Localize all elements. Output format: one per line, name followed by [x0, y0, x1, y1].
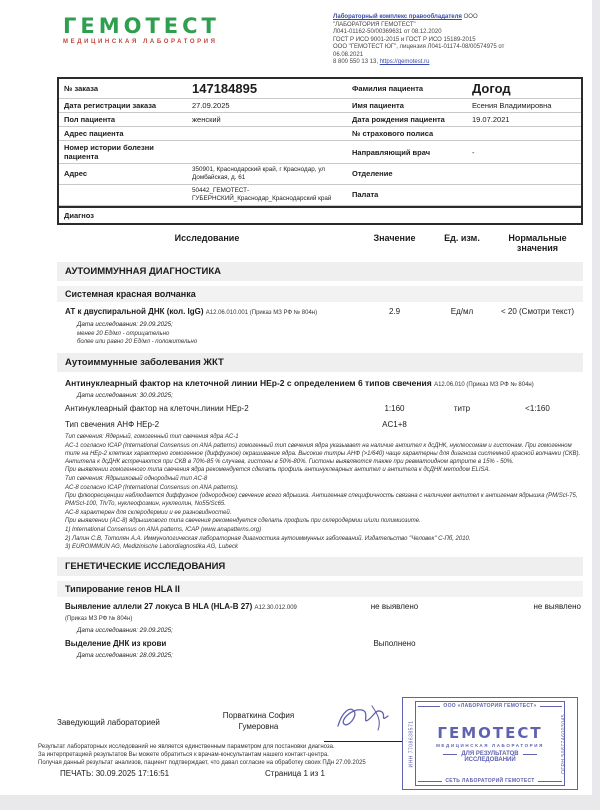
note-line: более или равно 20 Ед/мл - положительно	[77, 339, 198, 346]
logo-tagline: МЕДИЦИНСКАЯ ЛАБОРАТОРИЯ	[63, 39, 218, 45]
patient-address-label: Адрес пациента	[64, 129, 124, 139]
note-line: При выявлении (AC-8) ядрышкового типа свечения рекомендуется сделать профиль при склеродермии и/или полимиозите.	[65, 518, 421, 525]
regdate-label: Дата регистрации заказа	[64, 101, 157, 111]
test-value: AC1+8	[382, 419, 407, 429]
study-date: Дата исследования: 28.09.2025;	[77, 652, 173, 660]
section-autoimmune-title: АУТОИММУННАЯ ДИАГНОСТИКА	[57, 262, 583, 281]
birthdate-value: 19.07.2021	[472, 115, 510, 125]
test-heading-anf: Антинуклеарный фактор на клеточной линии HEp-2 с определением 6 типов свечения A12.06.010 (Приказ МЗ РФ № 804н)	[65, 377, 534, 388]
test-value: Выполнено	[373, 638, 416, 648]
ward-label: Палата	[352, 190, 379, 200]
disclaimer-line: Получая данный результат анализов, пациент подтверждает, что давал согласие на обработку своих ПДн 27.09.2025	[38, 759, 366, 766]
surname-value: Догод	[472, 80, 511, 96]
column-test: Исследование	[174, 232, 240, 243]
stamp-inn: ИНН 7708638571	[408, 719, 415, 768]
birthdate-label: Дата рождения пациента	[352, 115, 445, 125]
doctor-value: -	[472, 147, 475, 157]
sex-value: женский	[192, 115, 221, 125]
results-header-row	[57, 233, 583, 255]
signer-role: Заведующий лабораторией	[57, 718, 160, 727]
license-block	[333, 14, 523, 67]
firstname-value: Есения Владимировна	[472, 101, 552, 111]
lab-stamp	[402, 697, 578, 790]
table-row	[59, 79, 581, 100]
firstname-label: Имя пациента	[352, 101, 404, 111]
stamp-top-text: ООО «ЛАБОРАТОРИЯ ГЕМОТЕСТ»	[418, 703, 562, 709]
empty-cell	[59, 193, 187, 197]
note-line: 3) EUROIMMUN AG, Medizinische Labordiagnostika AG, Lubeck	[65, 544, 238, 551]
ward-value	[467, 193, 585, 197]
result-row-dsdna	[57, 307, 583, 318]
test-norm	[492, 420, 583, 430]
disclaimer-line: Результат лабораторных исследований не является единственным параметром для постановки диагноза.	[38, 744, 335, 750]
page-number: Страница 1 из 1	[265, 769, 325, 778]
disclaimer-line: За интерпретацией результатов Вы можете обратиться к врачам-консультантам нашего контакт-центра.	[38, 751, 329, 758]
license-line4: ООО "ГЕМОТЕСТ ЮГ", лицензия Л041-01174-08/00574975 от 06.08.2021	[333, 44, 505, 58]
stamp-purpose-line1: ДЛЯ РЕЗУЛЬТАТОВ	[443, 751, 536, 757]
license-link[interactable]: Лабораторный комплекс правообладателя	[333, 14, 462, 20]
diagnosis-row: Диагноз	[59, 206, 581, 223]
license-line5	[333, 59, 523, 67]
table-row	[59, 141, 581, 164]
department-value	[467, 172, 585, 176]
test-name: Выделение ДНК из крови	[65, 638, 167, 648]
result-row-hla-b27	[57, 602, 583, 624]
department-label: Отделение	[352, 169, 393, 179]
signer-name-line1: Порваткина София	[222, 711, 295, 720]
license-line2: Л041-01162-50/00369631 от 08.12.2020	[333, 29, 442, 35]
signature-block	[57, 706, 402, 744]
test-value: не выявлено	[370, 602, 419, 612]
stamp-brand: ГЕМОТЕСТ	[437, 724, 543, 742]
doctor-label: Направляющий врач	[352, 147, 431, 157]
result-row-anf-titer	[57, 404, 583, 414]
regdate-value: 27.09.2025	[192, 101, 230, 111]
test-unit	[432, 639, 492, 649]
study-date: Дата исследования: 29.09.2025;	[77, 626, 173, 634]
test-norm: < 20 (Смотри текст)	[501, 307, 574, 317]
test-value: 2.9	[388, 307, 401, 317]
note-line: AC-8 характерен для склеродермии и ее разновидностей.	[65, 509, 232, 516]
study-date: Дата исследования: 30.09.2025;	[77, 392, 173, 400]
stamp-purpose-line2: ИССЛЕДОВАНИЙ	[464, 757, 516, 763]
table-row	[59, 185, 581, 206]
note-line: 2) Лапин С.В, Тотолян А.А. Иммунологическая лабораторная диагностика аутоиммунных заболеваний. Издательство "Человек" С-Пб, 2010.	[65, 535, 471, 542]
note-line: При выявлении гомогенного типа свечения ядра рекомендуется сделать профиль антинуклеарных антител и антитела к дсДНК методом ELISA.	[65, 467, 491, 474]
test-norm: не выявлено	[533, 602, 581, 612]
interpretation-notes	[65, 433, 583, 551]
print-timestamp: ПЕЧАТЬ: 30.09.2025 17:16:51	[60, 769, 170, 778]
test-name: АТ к двуспиральной ДНК (кол. IgG) A12.06.010.001 (Приказ МЗ РФ № 804н)	[65, 307, 318, 317]
test-code: A12.30.012.009	[254, 605, 297, 612]
signer-name-line2: Гумеровна	[238, 721, 279, 731]
branch-value: 50442_ГЕМОТЕСТ-ГУБЕРНСКИЙ_Краснодар_Краснодарский край	[192, 186, 332, 202]
note-line: При флюоресценции наблюдается диффузное (однородное) свечение всего ядрышка. Антигенная специфичность связана с наличием антител к антигенам ядрышка (PM/Scl-75, PM/Scl-100, Th/To, нуклеофозмин, нуклеолин, No55/Sc65.	[65, 493, 578, 508]
stamp-bottom-text: СЕТЬ ЛАБОРАТОРИЙ ГЕМОТЕСТ	[418, 778, 562, 784]
test-unit	[432, 602, 492, 624]
license-line3: ГОСТ Р ИСО 9001-2015 и ГОСТ Р ИСО 15189-2015	[333, 36, 476, 43]
patient-address-value	[187, 132, 347, 136]
policy-label: № страхового полиса	[352, 129, 434, 139]
table-row	[59, 99, 581, 113]
result-row-dna-extraction	[57, 639, 583, 649]
note-line: AC-1 согласно ICAP (International Consensus on ANA patterns) гомогенный тип свечения ядра указывает на наличие антител к дсДНК, нуклеосомам и гистонам. При гомогенном типе на HEp-2 клетках характерно гомогенное (диффузное) окрашивание ядра. Высокие титры АНФ (>1/640) чаще характерны для диагноза системной красной волчанки (СКВ). Антитела к дсДНК встречаются при СКВ в 70%-85 % случаев, гистоны в 50%-80%. Гистоны выявляются также при ревматоидном артрите в 15% - 50%.	[65, 442, 581, 465]
note-line: AC-8 согласно ICAP (International Consensus on ANA patterns).	[65, 484, 239, 491]
stamp-brand-sub: МЕДИЦИНСКАЯ ЛАБОРАТОРИЯ	[436, 743, 544, 748]
lab-address-label: Адрес	[64, 169, 88, 179]
history-label: Номер истории болезни пациента	[64, 143, 154, 162]
phone-number: 8 800 550 13 13,	[333, 59, 380, 65]
table-row	[59, 113, 581, 127]
history-value	[187, 150, 347, 154]
handwritten-signature-icon	[332, 702, 396, 736]
sex-label: Пол пациента	[64, 115, 116, 125]
signature-line	[324, 741, 402, 742]
surname-label: Фамилия пациента	[352, 83, 424, 93]
signer-name	[203, 706, 315, 733]
policy-value	[467, 132, 585, 136]
website-link[interactable]: https://gemotest.ru	[379, 59, 430, 65]
note-line: менее 20 Ед/мл - отрицательно	[77, 330, 170, 337]
test-code2: (Приказ МЗ РФ № 804н)	[65, 616, 133, 623]
lab-address-value: 350901, Краснодарский край, г Краснодар, ул Домбайская, д. 61	[192, 166, 325, 181]
test-name: Выявление аллели 27 локуса В HLA (HLA-B 27) A12.30.012.009 (Приказ МЗ РФ № 804н)	[65, 602, 297, 623]
test-code: A12.06.010 (Приказ МЗ РФ № 804н)	[434, 381, 534, 388]
logo-wordmark: ГЕМОТЕСТ	[63, 14, 220, 38]
subsection-hla-title: Типирование генов HLA II	[57, 581, 583, 597]
test-name: Тип свечения АНФ HEp-2	[65, 419, 160, 429]
result-row-anf-pattern	[57, 420, 583, 430]
test-unit: Ед/мл	[450, 307, 474, 317]
stamp-inner-frame	[415, 701, 565, 786]
column-norm: Нормальные значения	[508, 232, 567, 254]
reference-notes	[77, 330, 583, 347]
column-value: Значение	[373, 232, 416, 243]
disclaimer-block	[38, 744, 408, 767]
test-norm	[492, 639, 583, 649]
signature-area	[324, 706, 402, 744]
table-row	[59, 127, 581, 141]
report-header	[63, 14, 583, 67]
gemotest-logo	[63, 14, 220, 45]
test-unit: титр	[453, 404, 471, 414]
license-line1: ООО "ЛАБОРАТОРИЯ ГЕМОТЕСТ"	[333, 14, 478, 28]
order-number-value: 147184895	[192, 80, 258, 96]
patient-info-table	[57, 77, 583, 225]
stamp-center	[436, 722, 544, 765]
table-row	[59, 164, 581, 185]
subsection-lupus-title: Системная красная волчанка	[57, 286, 583, 302]
test-name: Антинуклеарный фактор на клеточн.линии HEp-2	[65, 404, 249, 414]
section-gi-autoimmune-title: Аутоиммунные заболевания ЖКТ	[57, 353, 583, 372]
note-line: Тип свечения: Ядрышковый однородный тип AC-8	[65, 475, 208, 482]
test-unit	[432, 420, 492, 430]
test-norm: <1:160	[525, 404, 550, 414]
test-value: 1:160	[384, 404, 405, 414]
section-genetic-title: ГЕНЕТИЧЕСКИЕ ИССЛЕДОВАНИЯ	[57, 557, 583, 576]
note-line: Тип свечения: Ядерный, гомогенный тип свечения ядра AC-1	[65, 433, 239, 440]
study-date: Дата исследования: 29.09.2025;	[77, 320, 173, 328]
note-line: 1) International Consensus on ANA patterns, ICAP (www.anapatterns.org)	[65, 526, 262, 533]
column-unit: Ед. изм.	[444, 232, 480, 243]
stamp-ogrn: ОГРН 5087746003045	[560, 713, 567, 774]
order-number-label: № заказа	[64, 83, 99, 93]
test-code: A12.06.010.001 (Приказ МЗ РФ № 804н)	[205, 310, 318, 317]
